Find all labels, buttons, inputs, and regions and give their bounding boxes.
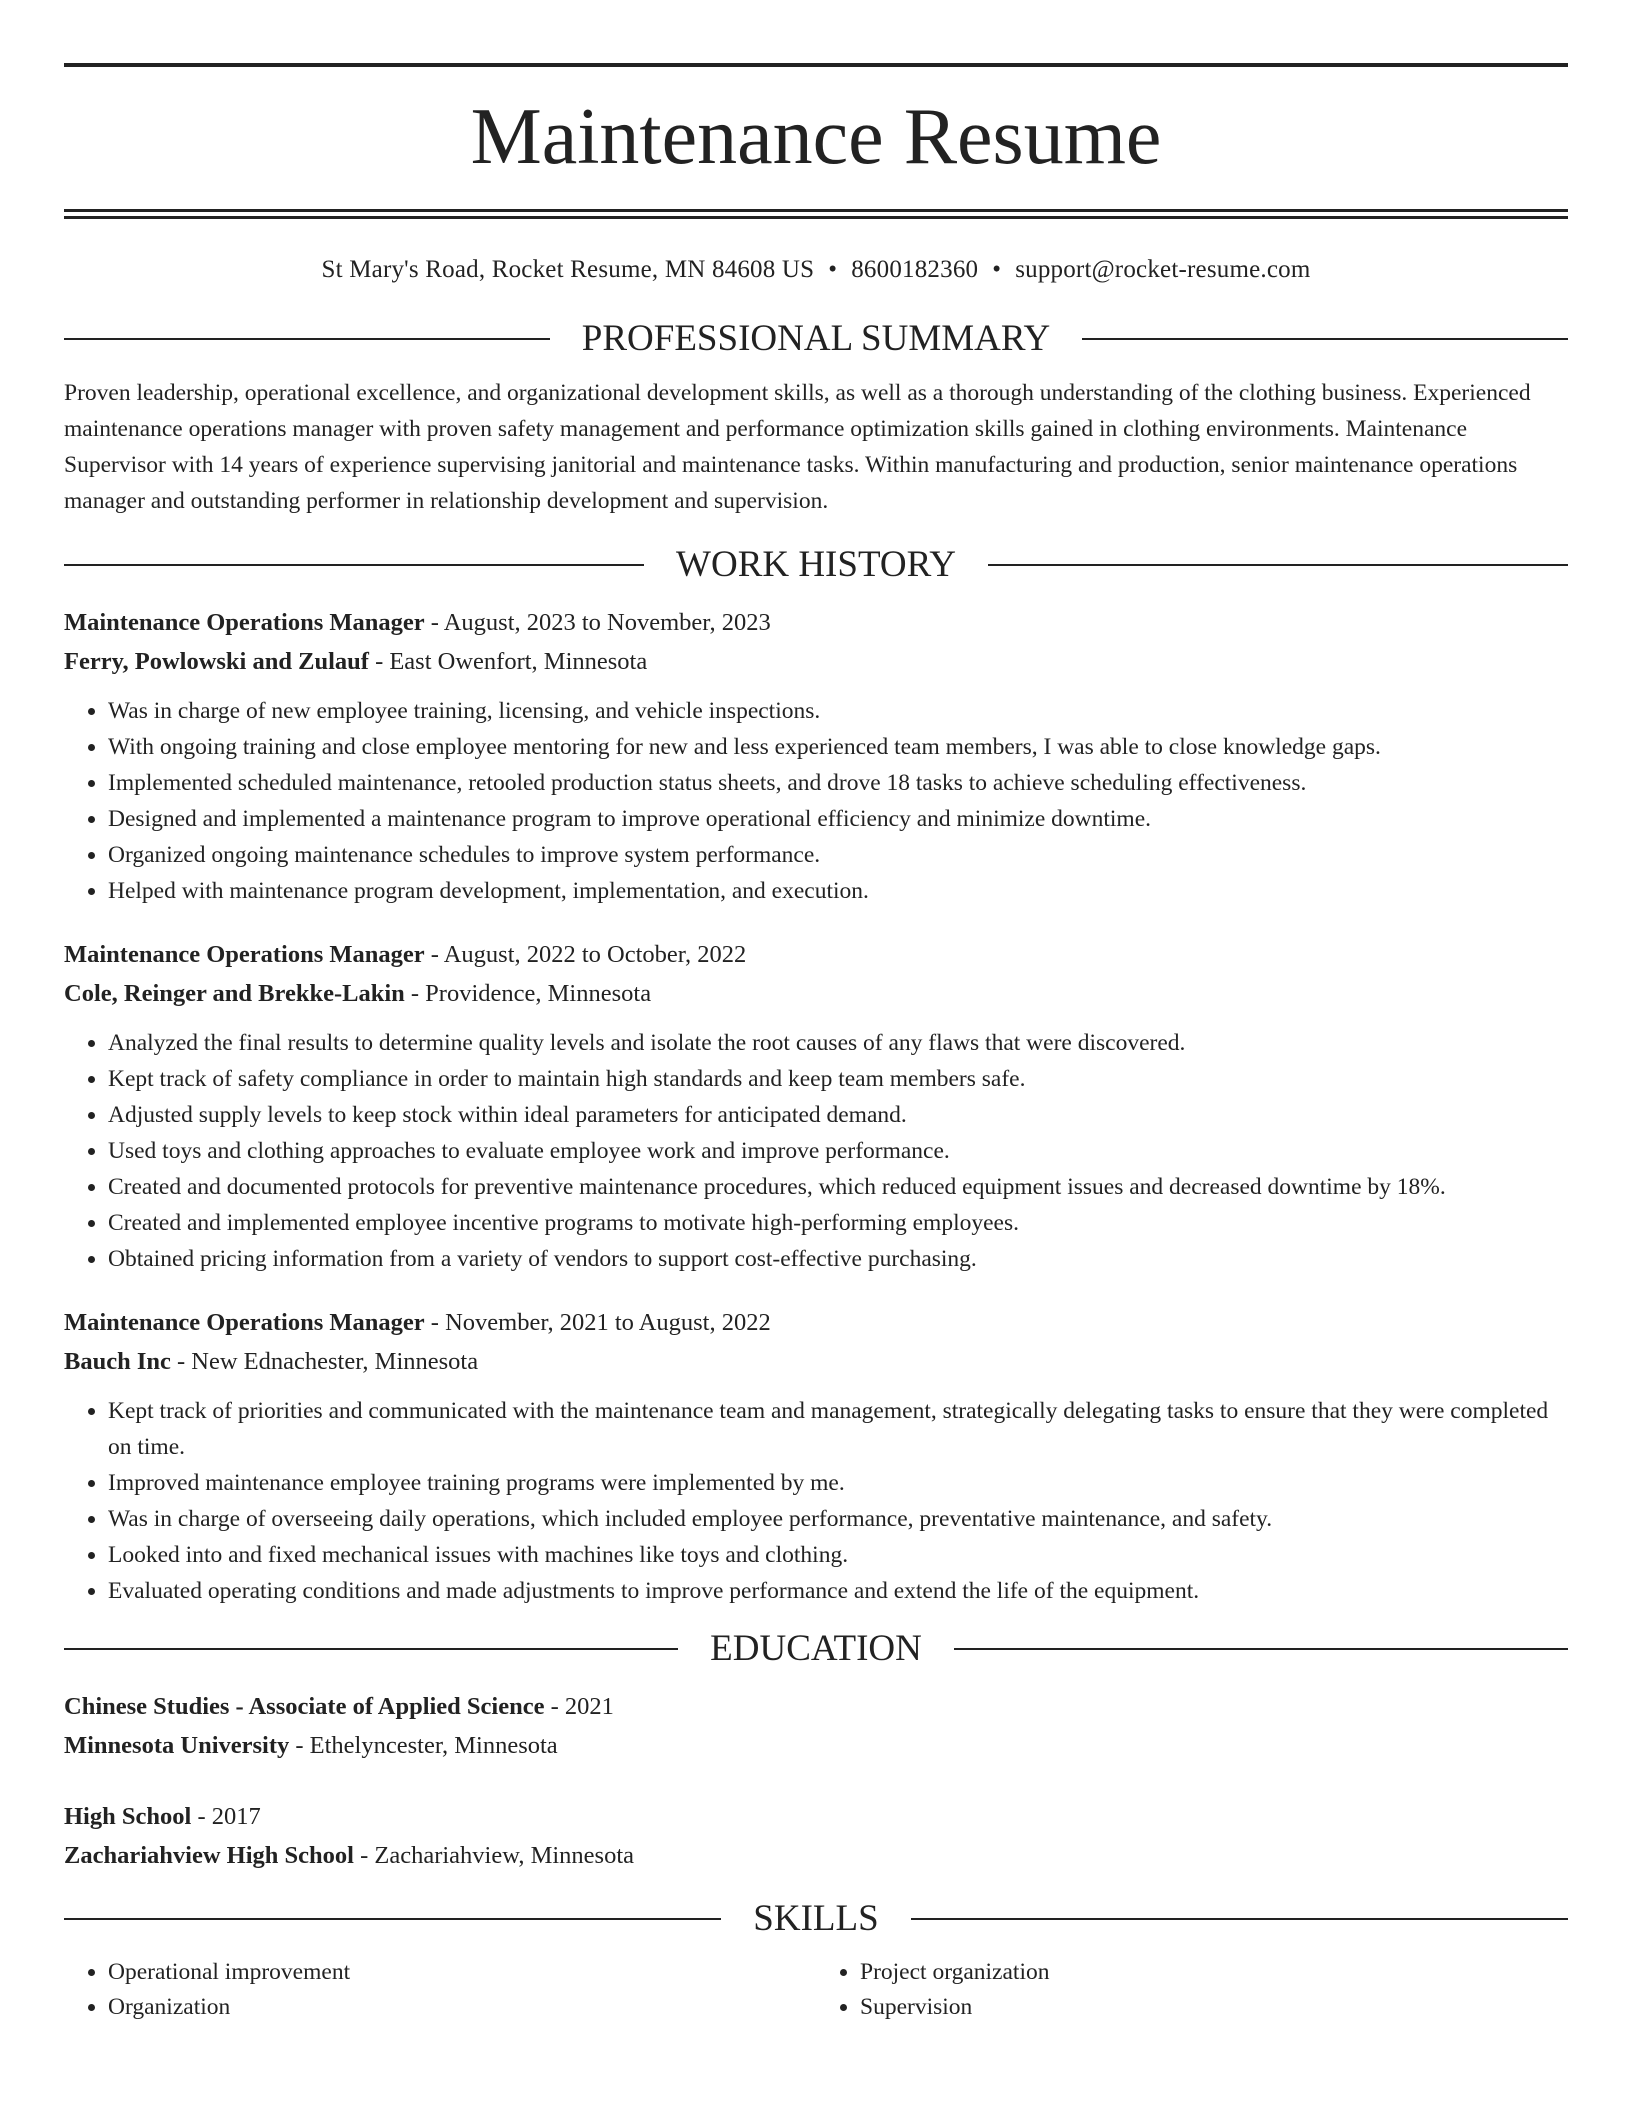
skills-column-left	[64, 1955, 816, 2025]
job-company-line	[64, 642, 1568, 681]
heading-rule	[1082, 338, 1568, 340]
heading-rule	[64, 1648, 678, 1650]
heading-rule	[64, 338, 550, 340]
education-degree: Chinese Studies - Associate of Applied Science	[64, 1693, 545, 1720]
education-school: Minnesota University	[64, 1732, 290, 1759]
list-item: • Created and documented protocols for preventive maintenance procedures, which reduced equipment issues and decreased downtime by 18%.	[108, 1169, 1568, 1205]
job-company-line	[64, 1342, 1568, 1381]
section-title: WORK HISTORY	[676, 544, 956, 585]
skill-item: • Organization	[108, 1990, 816, 2025]
education-year: - 2021	[544, 1693, 614, 1720]
job-title-line	[64, 935, 1568, 974]
skill-item: • Supervision	[860, 1990, 1568, 2025]
contact-address: St Mary's Road, Rocket Resume, MN 84608 US	[321, 256, 815, 283]
top-rule	[64, 63, 1568, 67]
resume-title: Maintenance Resume	[470, 93, 1162, 181]
section-title: EDUCATION	[710, 1628, 922, 1669]
section-heading-work	[64, 543, 1568, 587]
title-double-rule	[64, 209, 1568, 219]
section-heading-summary	[64, 317, 1568, 361]
list-item: • Created and implemented employee incentive programs to motivate high-performing employees.	[108, 1205, 1568, 1241]
job-company-line	[64, 974, 1568, 1013]
list-item: • Evaluated operating conditions and made adjustments to improve performance and extend the life of the equipment.	[108, 1573, 1568, 1609]
education-degree: High School	[64, 1803, 192, 1830]
education-location: - Zachariahview, Minnesota	[353, 1842, 635, 1869]
list-item: • Was in charge of overseeing daily operations, which included employee performance, preventative maintenance, and safety.	[108, 1501, 1568, 1537]
education-location: - Ethelyncester, Minnesota	[289, 1732, 558, 1759]
job-title: Maintenance Operations Manager	[64, 1309, 425, 1336]
job-entry	[64, 603, 1568, 909]
list-item: • Used toys and clothing approaches to evaluate employee work and improve performance.	[108, 1133, 1568, 1169]
job-title: Maintenance Operations Manager	[64, 609, 425, 636]
list-item: • Adjusted supply levels to keep stock within ideal parameters for anticipated demand.	[108, 1097, 1568, 1133]
section-heading-education	[64, 1627, 1568, 1671]
contact-email: support@rocket-resume.com	[1015, 256, 1311, 283]
job-title-line	[64, 1303, 1568, 1342]
job-company: Cole, Reinger and Brekke-Lakin	[64, 980, 405, 1007]
education-school-line	[64, 1836, 1568, 1875]
job-company: Ferry, Powlowski and Zulauf	[64, 648, 369, 675]
education-school: Zachariahview High School	[64, 1842, 354, 1869]
list-item: • Looked into and fixed mechanical issues with machines like toys and clothing.	[108, 1537, 1568, 1573]
contact-line	[64, 255, 1568, 285]
list-item: • Obtained pricing information from a variety of vendors to support cost-effective purchasing.	[108, 1241, 1568, 1277]
section-heading-skills	[64, 1897, 1568, 1941]
contact-phone: 8600182360	[851, 256, 979, 283]
list-item: • Designed and implemented a maintenance program to improve operational efficiency and minimize downtime.	[108, 801, 1568, 837]
heading-rule	[988, 564, 1568, 566]
job-title-line	[64, 603, 1568, 642]
skills-column-right	[816, 1955, 1568, 2025]
list-item: • Kept track of priorities and communicated with the maintenance team and management, strategically delegating tasks to ensure that they were completed on time.	[108, 1393, 1568, 1465]
section-title: PROFESSIONAL SUMMARY	[581, 318, 1051, 359]
list-item: • Analyzed the final results to determine quality levels and isolate the root causes of any flaws that were discovered.	[108, 1025, 1568, 1061]
education-degree-line	[64, 1797, 1568, 1836]
job-title: Maintenance Operations Manager	[64, 941, 425, 968]
list-item: • Implemented scheduled maintenance, retooled production status sheets, and drove 18 tasks to achieve scheduling effectiveness.	[108, 765, 1568, 801]
section-title: SKILLS	[753, 1898, 879, 1939]
list-item: • With ongoing training and close employee mentoring for new and less experienced team members, I was able to close knowledge gaps.	[108, 729, 1568, 765]
list-item: • Helped with maintenance program development, implementation, and execution.	[108, 873, 1568, 909]
skill-item: • Operational improvement	[108, 1955, 816, 1990]
skills-list	[64, 1955, 1568, 2025]
job-dates: - November, 2021 to August, 2022	[424, 1309, 771, 1336]
job-bullets	[64, 1393, 1568, 1609]
job-location: - New Ednachester, Minnesota	[170, 1348, 479, 1375]
summary-text: Proven leadership, operational excellence, and organizational development skills, as well as a thorough understanding of the clothing business. Experienced maintenance operations manager with proven safety management and performance optimization skills gained in clothing environments. Maintenance Supervisor with 14 years of experience supervising janitorial and maintenance tasks. Within manufacturing and production, senior maintenance operations manager and outstanding performer in relationship development and supervision.	[64, 380, 1531, 514]
skill-item: • Project organization	[860, 1955, 1568, 1990]
job-entry	[64, 1303, 1568, 1609]
job-company: Bauch Inc	[64, 1348, 171, 1375]
list-item: • Was in charge of new employee training, licensing, and vehicle inspections.	[108, 693, 1568, 729]
list-item: • Organized ongoing maintenance schedules to improve system performance.	[108, 837, 1568, 873]
education-school-line	[64, 1726, 1568, 1765]
job-location: - East Owenfort, Minnesota	[368, 648, 648, 675]
job-bullets	[64, 693, 1568, 909]
contact-separator: •	[992, 256, 1002, 283]
list-item: • Improved maintenance employee training programs were implemented by me.	[108, 1465, 1568, 1501]
heading-rule	[64, 564, 644, 566]
heading-rule	[911, 1918, 1568, 1920]
education-degree-line	[64, 1687, 1568, 1726]
job-dates: - August, 2023 to November, 2023	[424, 609, 771, 636]
heading-rule	[954, 1648, 1568, 1650]
heading-rule	[64, 1918, 721, 1920]
list-item: • Kept track of safety compliance in order to maintain high standards and keep team members safe.	[108, 1061, 1568, 1097]
contact-separator: •	[828, 256, 838, 283]
education-entry	[64, 1797, 1568, 1875]
education-year: - 2017	[191, 1803, 261, 1830]
job-location: - Providence, Minnesota	[404, 980, 652, 1007]
education-entry	[64, 1687, 1568, 1765]
job-entry	[64, 935, 1568, 1277]
job-bullets	[64, 1025, 1568, 1277]
job-dates: - August, 2022 to October, 2022	[424, 941, 747, 968]
